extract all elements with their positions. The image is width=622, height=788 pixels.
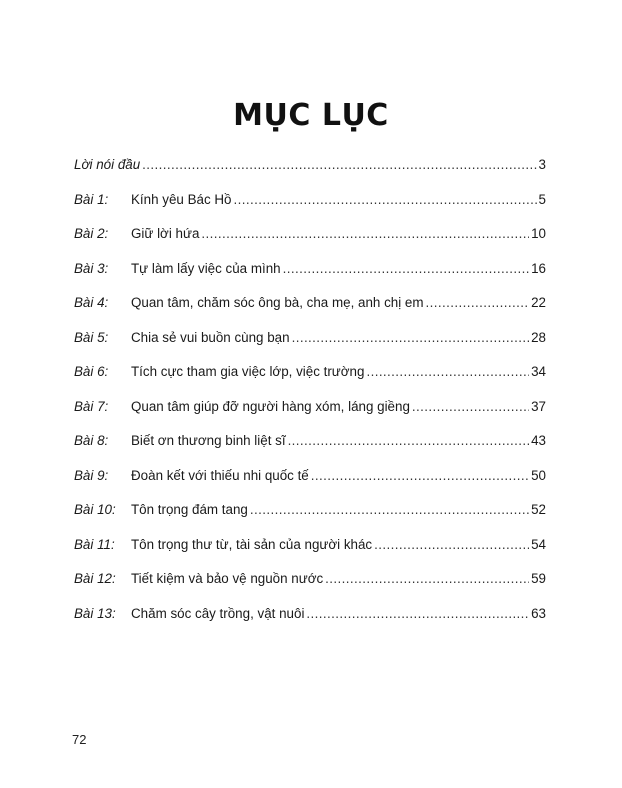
- toc-leader-dots: [250, 495, 529, 525]
- toc-entry-title: Chăm sóc cây trồng, vật nuôi: [131, 605, 305, 621]
- toc-entry-page: 34: [531, 364, 546, 379]
- toc-entry[interactable]: [74, 254, 546, 289]
- toc-entry-page: 54: [531, 536, 546, 552]
- toc-entry-title: Tôn trọng đám tang: [131, 502, 248, 517]
- toc-entry[interactable]: [74, 185, 546, 220]
- toc-entry-page: 16: [531, 260, 546, 276]
- toc-entry-number: Bài 11:: [74, 536, 115, 552]
- toc-entry-number: Bài 1:: [74, 191, 109, 207]
- toc-entry-title: Tiết kiệm và bảo vệ nguồn nước: [131, 571, 324, 586]
- toc-entry[interactable]: [74, 392, 546, 427]
- toc-entry-number: Bài 10:: [74, 502, 116, 517]
- toc-leader-dots: [142, 150, 536, 180]
- toc-entry-page: 59: [531, 571, 546, 586]
- toc-entry-page: 52: [531, 502, 546, 517]
- toc-entry-page: 5: [538, 191, 546, 207]
- toc-entry-title: Tích cực tham gia việc lớp, việc trường: [131, 364, 365, 379]
- toc-entry-title: Quan tâm, chăm sóc ông bà, cha mẹ, anh chị em: [131, 295, 424, 310]
- toc-entry[interactable]: [74, 495, 546, 530]
- toc-entry-number: Bài 2:: [74, 226, 109, 241]
- toc-entry-intro[interactable]: [74, 150, 546, 185]
- toc-entry-number: Bài 8:: [74, 433, 109, 448]
- toc-entry[interactable]: [74, 219, 546, 254]
- toc-entry[interactable]: [74, 323, 546, 358]
- toc-entry[interactable]: [74, 288, 546, 323]
- toc-entry-title: Kính yêu Bác Hồ: [131, 191, 232, 207]
- page-number: 72: [72, 732, 87, 747]
- toc-leader-dots: [234, 185, 537, 215]
- toc-entry-page: 37: [531, 398, 546, 414]
- toc-entry[interactable]: [74, 564, 546, 599]
- toc-entry-number: Bài 6:: [74, 364, 109, 379]
- toc-entry-page: 22: [531, 295, 546, 310]
- toc-entry[interactable]: [74, 357, 546, 392]
- table-of-contents: [74, 150, 546, 633]
- toc-entry-page: 28: [531, 329, 546, 345]
- toc-leader-dots: [283, 254, 529, 284]
- toc-leader-dots: [201, 219, 529, 249]
- toc-entry[interactable]: [74, 599, 546, 634]
- toc-entry-title: Chia sẻ vui buồn cùng bạn: [131, 329, 290, 345]
- page-title: MỤC LỤC: [233, 98, 389, 134]
- toc-entry-page: 63: [531, 605, 546, 621]
- toc-entry-title: Biết ơn thương binh liệt sĩ: [131, 433, 286, 448]
- toc-entry-number: Bài 9:: [74, 467, 109, 483]
- toc-leader-dots: [311, 461, 529, 491]
- toc-entry-number: Bài 5:: [74, 329, 109, 345]
- toc-leader-dots: [288, 426, 530, 456]
- toc-entry[interactable]: [74, 530, 546, 565]
- toc-entry-title: Quan tâm giúp đỡ người hàng xóm, láng giềng: [131, 398, 410, 414]
- toc-entry-page: 3: [538, 157, 546, 172]
- toc-entry-number: Bài 12:: [74, 571, 116, 586]
- toc-entry-title: Tự làm lấy việc của mình: [131, 260, 281, 276]
- toc-entry-page: 43: [531, 433, 546, 448]
- toc-leader-dots: [412, 392, 529, 422]
- toc-leader-dots: [292, 323, 530, 353]
- toc-entry-number: Bài 3:: [74, 260, 109, 276]
- toc-entry-title: Lời nói đầu: [74, 157, 141, 172]
- toc-leader-dots: [325, 564, 529, 594]
- toc-leader-dots: [366, 357, 529, 387]
- toc-entry-number: Bài 4:: [74, 295, 109, 310]
- toc-entry-page: 10: [531, 226, 546, 241]
- toc-entry-title: Tôn trọng thư từ, tài sản của người khác: [131, 536, 373, 552]
- toc-entry-title: Giữ lời hứa: [131, 226, 200, 241]
- toc-entry[interactable]: [74, 426, 546, 461]
- toc-entry[interactable]: [74, 461, 546, 496]
- toc-leader-dots: [426, 288, 530, 318]
- toc-leader-dots: [306, 599, 529, 629]
- toc-leader-dots: [374, 530, 529, 560]
- toc-entry-page: 50: [531, 467, 546, 483]
- toc-entry-title: Đoàn kết với thiếu nhi quốc tế: [131, 467, 309, 483]
- toc-entry-number: Bài 13:: [74, 605, 116, 621]
- toc-entry-number: Bài 7:: [74, 398, 109, 414]
